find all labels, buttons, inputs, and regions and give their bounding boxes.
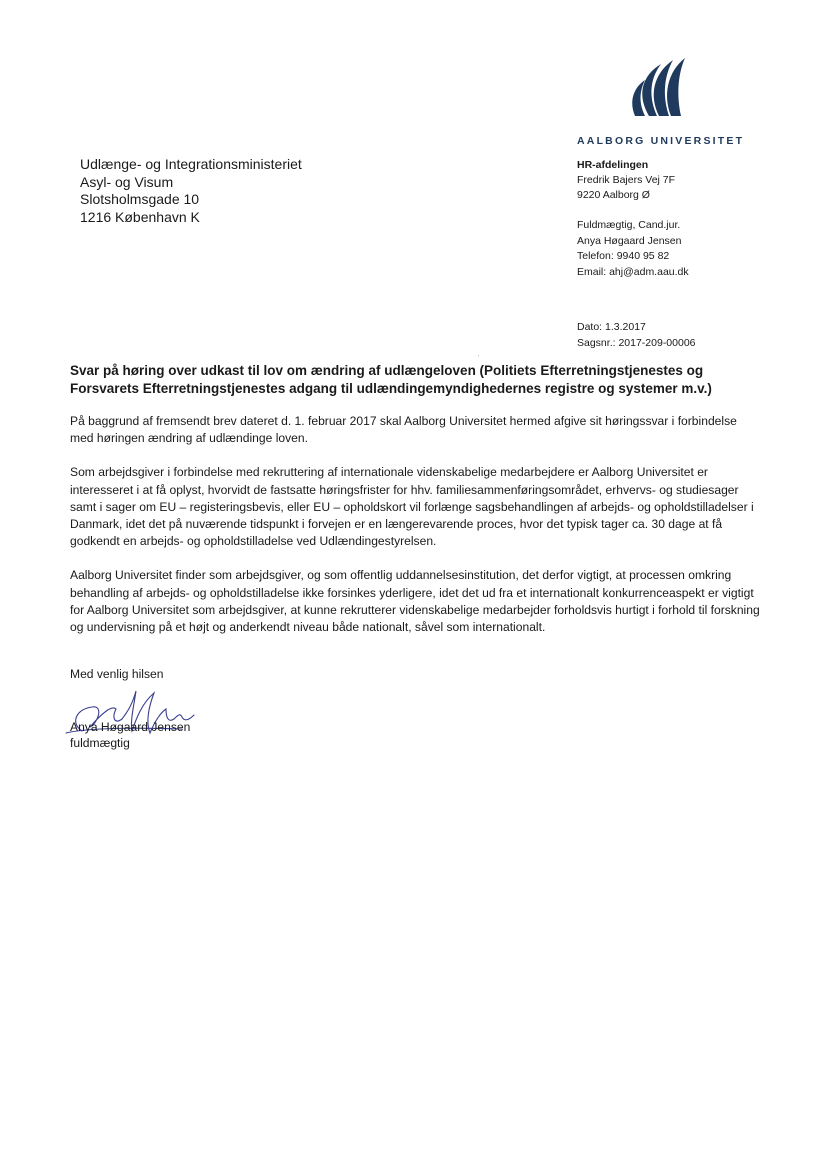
contact-title: Fuldmægtig, Cand.jur. — [577, 219, 681, 231]
letter-meta — [577, 320, 696, 351]
scan-speck — [478, 355, 479, 356]
recipient-line: Asyl- og Visum — [80, 173, 174, 190]
contact-name: Anya Høgaard Jensen — [577, 234, 682, 247]
sender-street: Fredrik Bajers Vej 7F — [577, 174, 676, 186]
body-paragraph: Som arbejdsgiver i forbindelse med rekruttering af internationale videnskabelige medarbejdere er Aalborg Universitet er interesseret i at få oplyst, hvorvidt de fastsatte høringsfrister for hhv. familiesammenføringsområdet, erhvervs- og studiesager samt i sager om EU – registeringsbevis, eller EU – opholdskort vil forlænge sagsbehandlingen af arbejds- og opholdstilladelser i Danmark, idet det på nuværende tidspunkt i forvejen er en længerevarende proces, hvor det typisk tager ca. 30 dage at få godkendt en arbejds- og opholdstilladelse ved Udlændingestyrelsen. — [70, 465, 754, 549]
university-logo-icon — [627, 56, 689, 118]
sender-address — [577, 158, 675, 203]
contact-phone: Telefon: 9940 95 82 — [577, 250, 670, 262]
recipient-line: Slotsholmsgade 10 — [80, 191, 200, 207]
case-number: Sagsnr.: 2017-209-00006 — [577, 336, 696, 349]
body-paragraph: Aalborg Universitet finder som arbejdsgiver, og som offentlig uddannelsesinstitution, det derfor vigtigt, at processen omkring behandling af arbejds- og opholdstilladelse ikke forsinkes yderligere, idet det ud fra et internationalt konkurrenceaspekt er vigtigt for Aalborg Universitet som arbejdsgiver, at kunne rekrutterer videnskabelige medarbejder forholdsvis hurtigt i forhold til forskning og undervisning på et højt og anderkendt niveau både nationalt, såvel som internationalt. — [70, 568, 760, 635]
sender-city: 9220 Aalborg Ø — [577, 189, 650, 201]
contact-block — [577, 218, 689, 280]
recipient-line: 1216 København K — [80, 208, 200, 225]
closing-greeting: Med venlig hilsen — [70, 667, 164, 681]
letter-body — [70, 413, 760, 653]
signer-title: fuldmægtig — [70, 736, 130, 750]
sender-department: HR-afdelingen — [577, 159, 649, 171]
university-name: AALBORG UNIVERSITET — [577, 135, 745, 147]
body-paragraph: På baggrund af fremsendt brev dateret d. 1. februar 2017 skal Aalborg Universitet hermed afgive sit høringssvar i forbindelse med høringen ændring af udlændinge loven. — [70, 414, 737, 446]
recipient-line: Udlænge- og Integrationsministeriet — [80, 156, 302, 172]
letter-date: Dato: 1.3.2017 — [577, 321, 646, 333]
signer-block — [70, 719, 190, 751]
recipient-address — [80, 156, 302, 226]
signer-name: Anya Høgaard Jensen — [70, 720, 191, 734]
letter-subject: Svar på høring over udkast til lov om ændring af udlængeloven (Politiets Efterretningstjenestes og Forsvarets Efterretningstjenestes adgang til udlændingemyndighedernes registre og systemer m.v.) — [70, 363, 712, 396]
contact-email: Email: ahj@adm.aau.dk — [577, 265, 689, 278]
